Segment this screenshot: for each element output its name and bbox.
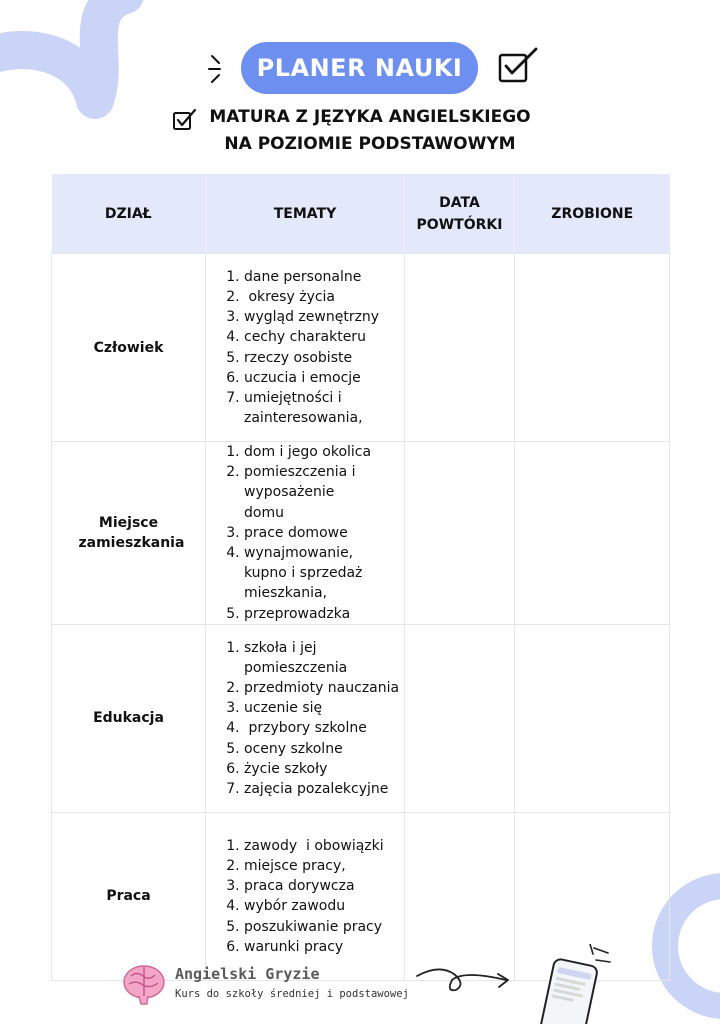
topic-item: 5. rzeczy osobiste (244, 348, 400, 368)
topic-item: 7. umiejętności i zainteresowania, (244, 388, 354, 428)
table-row (52, 624, 670, 812)
section-cell: Człowiek (52, 254, 206, 442)
table-row (52, 442, 670, 625)
topic-item: 4. wybór zawodu (244, 896, 400, 916)
topic-item: 3. praca dorywcza (244, 876, 400, 896)
topic-item: 5. poszukiwanie pracy (244, 917, 400, 937)
section-label: Miejsce zamieszkania (78, 514, 185, 551)
topic-item: 3. uczenie się (244, 698, 400, 718)
phone-illustration (530, 944, 630, 1024)
topic-item: 4. cechy charakteru (244, 327, 400, 347)
topic-item: 7. zajęcia pozalekcyjne (244, 779, 400, 799)
sparkle-icon (208, 52, 230, 86)
column-header-topics: TEMATY (206, 174, 405, 254)
topic-item: 6. warunki pracy (244, 937, 400, 957)
brand-name: Angielski Gryzie (175, 965, 320, 983)
checkbox-check-icon (497, 46, 541, 86)
topic-item: 5. oceny szkolne (244, 739, 400, 759)
page-title: PLANER NAUKI (241, 42, 478, 94)
topic-item: 1. dane personalne (244, 267, 400, 287)
review-date-cell[interactable] (405, 624, 515, 812)
brand-tagline: Kurs do szkoły średniej i podstawowej (175, 988, 409, 1000)
review-date-cell[interactable] (405, 442, 515, 625)
top-left-wave-decoration (0, 0, 170, 120)
topics-cell (206, 254, 405, 442)
topics-cell (206, 624, 405, 812)
topic-item: 3. prace domowe (244, 523, 400, 543)
table-row (52, 254, 670, 442)
done-cell[interactable] (515, 624, 670, 812)
topic-list (220, 638, 400, 800)
curly-arrow-icon (414, 962, 514, 998)
page-subtitle (150, 104, 590, 158)
topic-list (220, 442, 400, 624)
column-header-section: DZIAŁ (52, 174, 206, 254)
topic-item: 4. przybory szkolne (244, 718, 400, 738)
done-cell[interactable] (515, 442, 670, 625)
review-date-cell[interactable] (405, 254, 515, 442)
topic-item: 1. szkoła i jej pomieszczenia (244, 638, 339, 678)
section-cell: Edukacja (52, 624, 206, 812)
section-cell (52, 442, 206, 625)
done-cell[interactable] (515, 254, 670, 442)
topic-item: 2. pomieszczenia i wyposażenie domu (244, 462, 374, 523)
topic-list (220, 267, 400, 429)
column-header-review-date: DATA POWTÓRKI (405, 174, 515, 254)
topics-cell (206, 442, 405, 625)
planner-table (51, 174, 670, 981)
topic-item: 2. okresy życia (244, 287, 400, 307)
section-cell: Praca (52, 812, 206, 980)
topic-item: 2. przedmioty nauczania (244, 678, 400, 698)
topic-item: 6. życie szkoły (244, 759, 400, 779)
topic-item: 2. miejsce pracy, (244, 856, 400, 876)
subtitle-line-2: NA POZIOMIE PODSTAWOWYM (224, 134, 516, 154)
column-header-done: ZROBIONE (515, 174, 670, 254)
topic-item: 1. dom i jego okolica (244, 442, 400, 462)
table-header-row (52, 174, 670, 254)
review-date-cell[interactable] (405, 812, 515, 980)
topic-item: 1. zawody i obowiązki (244, 836, 400, 856)
topics-cell (206, 812, 405, 980)
topic-item: 3. wygląd zewnętrzny (244, 307, 400, 327)
subtitle-line-1: MATURA Z JĘZYKA ANGIELSKIEGO (209, 107, 531, 127)
topic-item: 6. uczucia i emocje (244, 368, 400, 388)
topic-item: 4. wynajmowanie, kupno i sprzedaż mieszkania, (244, 543, 394, 604)
brain-logo-icon (121, 962, 167, 1006)
topic-item: 5. przeprowadzka (244, 604, 400, 624)
topic-list (220, 836, 400, 957)
